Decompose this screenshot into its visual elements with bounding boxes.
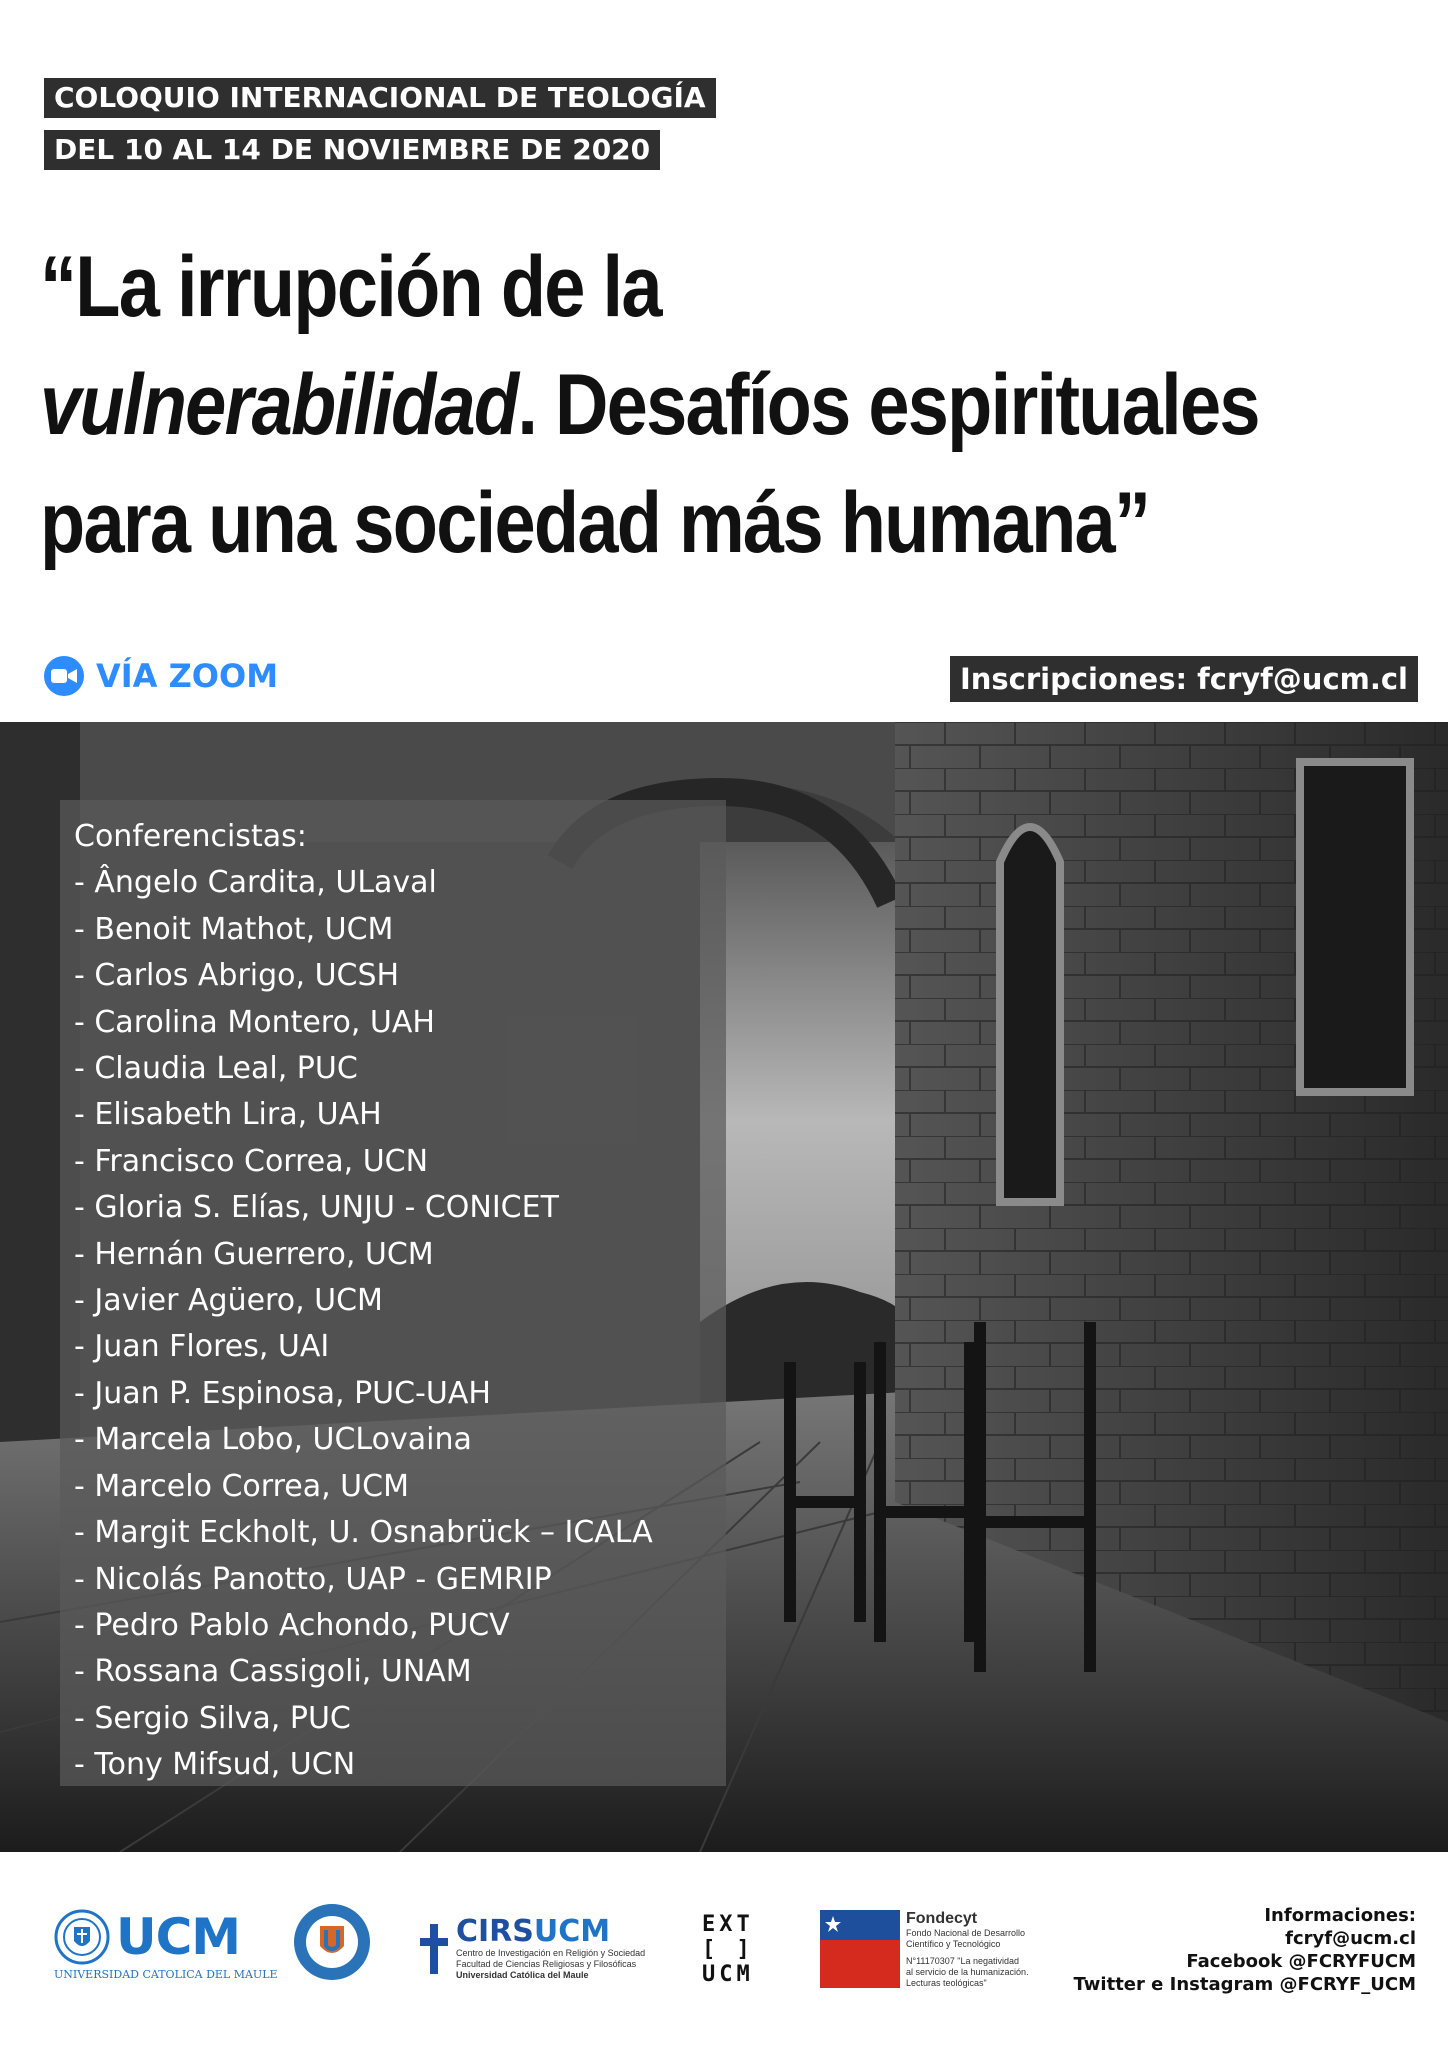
ext-line-2: [ ] — [702, 1937, 754, 1962]
fondecyt-name: Fondecyt — [906, 1910, 978, 1927]
event-tag: COLOQUIO INTERNACIONAL DE TEOLOGÍA — [44, 78, 716, 118]
title-line-2-rest: . Desafíos espirituales — [517, 357, 1259, 453]
title-line-1: “La irrupción de la — [40, 239, 661, 335]
contact-info — [1074, 1904, 1417, 1996]
list-item: - Gloria S. Elías, UNJU - CONICET — [74, 1190, 559, 1226]
list-item: - Rossana Cassigoli, UNAM — [74, 1654, 472, 1690]
cirsucm-name-a: CIRS — [456, 1914, 534, 1949]
chile-government-icon — [820, 1910, 900, 1988]
info-email: fcryf@ucm.cl — [1285, 1928, 1416, 1949]
cirsucm-name-b: UCM — [533, 1914, 611, 1949]
list-item: - Francisco Correa, UCN — [74, 1143, 429, 1179]
ucm-logo-text: UCM — [116, 1908, 241, 1966]
fondecyt-logo — [820, 1910, 1029, 1989]
event-dates-tag: DEL 10 AL 14 DE NOVIEMBRE DE 2020 — [44, 130, 660, 170]
list-item: - Juan Flores, UAI — [74, 1329, 330, 1365]
ucn-seal-icon — [292, 1902, 372, 1982]
speakers-list — [60, 800, 726, 1789]
speakers-panel — [60, 800, 726, 1786]
fondecyt-project-2: al servicio de la humanización. — [906, 1967, 1029, 1977]
zoom-label — [44, 656, 278, 696]
list-item: - Marcela Lobo, UCLovaina — [74, 1422, 472, 1458]
ext-ucm-logo — [702, 1912, 754, 1987]
ucm-shield-icon — [54, 1909, 110, 1965]
ext-line-1: EXT — [702, 1912, 754, 1937]
list-item: - Marcelo Correa, UCM — [74, 1468, 409, 1504]
list-item: - Hernán Guerrero, UCM — [74, 1236, 434, 1272]
ext-line-3: UCM — [702, 1962, 754, 1987]
fondecyt-project-3: Lecturas teológicas" — [906, 1978, 987, 1988]
cirsucm-sub-1: Centro de Investigación en Religión y Sociedad — [456, 1948, 646, 1958]
cirsucm-sub-2: Facultad de Ciencias Religiosas y Filosóficas — [456, 1959, 637, 1969]
registration-badge: Inscripciones: fcryf@ucm.cl — [950, 656, 1418, 702]
cirsucm-logo — [420, 1916, 645, 1981]
list-item: - Carolina Montero, UAH — [74, 1004, 435, 1040]
title-line-3: para una sociedad más humana” — [40, 475, 1150, 571]
fondecyt-sub-1: Fondo Nacional de Desarrollo — [906, 1928, 1026, 1938]
info-twitter-instagram: Twitter e Instagram @FCRYF_UCM — [1073, 1974, 1416, 1995]
video-camera-icon — [44, 656, 84, 696]
ucm-logo-subtitle: UNIVERSIDAD CATOLICA DEL MAULE — [54, 1968, 278, 1981]
page-title — [40, 228, 1259, 582]
ucn-seal-logo — [292, 1902, 372, 1982]
ucm-logo — [54, 1908, 278, 1981]
list-item: - Pedro Pablo Achondo, PUCV — [74, 1607, 510, 1643]
title-italic-word: vulnerabilidad — [40, 357, 518, 453]
list-item: - Tony Mifsud, UCN — [74, 1747, 356, 1783]
list-item: - Ângelo Cardita, ULaval — [74, 865, 437, 901]
list-item: - Margit Eckholt, U. Osnabrück – ICALA — [74, 1515, 653, 1551]
list-item: - Juan P. Espinosa, PUC-UAH — [74, 1375, 491, 1411]
fondecyt-sub-2: Científico y Tecnológico — [906, 1939, 1001, 1949]
title-line-2 — [40, 346, 1259, 464]
list-item: - Sergio Silva, PUC — [74, 1700, 351, 1736]
speakers-heading: Conferencistas: — [74, 819, 307, 854]
zoom-text: VÍA ZOOM — [96, 657, 279, 695]
cirsucm-sub-3: Universidad Católica del Maule — [456, 1970, 589, 1980]
list-item: - Elisabeth Lira, UAH — [74, 1097, 382, 1133]
info-heading: Informaciones: — [1264, 1905, 1416, 1926]
list-item: - Claudia Leal, PUC — [74, 1051, 358, 1087]
cross-icon — [420, 1924, 448, 1974]
list-item: - Nicolás Panotto, UAP - GEMRIP — [74, 1561, 552, 1597]
fondecyt-project-1: N°11170307 "La negatividad — [906, 1956, 1020, 1966]
list-item: - Javier Agüero, UCM — [74, 1283, 383, 1319]
list-item: - Carlos Abrigo, UCSH — [74, 958, 400, 994]
info-facebook: Facebook @FCRYFUCM — [1186, 1951, 1416, 1972]
list-item: - Benoit Mathot, UCM — [74, 911, 394, 947]
